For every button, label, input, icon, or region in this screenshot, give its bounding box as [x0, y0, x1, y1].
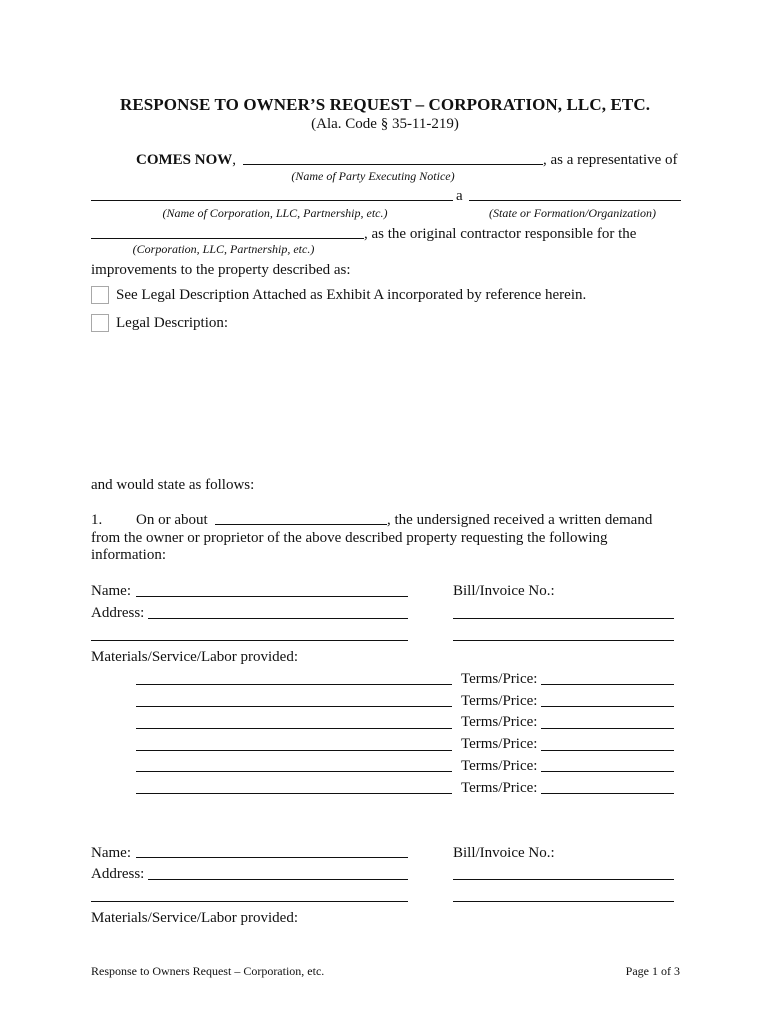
state-formation-field[interactable] — [469, 200, 681, 201]
terms-price-label: Terms/Price: — [461, 758, 538, 774]
a-text: a — [456, 188, 463, 204]
materials-field[interactable] — [136, 750, 452, 751]
party-name-caption: (Name of Party Executing Notice) — [291, 169, 455, 183]
materials-field[interactable] — [136, 793, 452, 794]
statement-line-2: from the owner or proprietor of the above described property requesting the following — [91, 530, 608, 546]
name-field[interactable] — [136, 596, 408, 597]
terms-price-label: Terms/Price: — [461, 693, 538, 709]
materials-label: Materials/Service/Labor provided: — [91, 910, 299, 926]
corporation-name-field[interactable] — [91, 200, 453, 201]
materials-field[interactable] — [136, 706, 452, 707]
state-formation-caption: (State or Formation/Organization) — [489, 206, 656, 220]
address-field-line-2[interactable] — [91, 640, 408, 641]
legal-description-label: Legal Description: — [116, 315, 229, 331]
bill-invoice-label: Bill/Invoice No.: — [453, 845, 555, 861]
bill-invoice-field[interactable] — [453, 879, 674, 880]
page-number: Page 1 of 3 — [625, 964, 680, 978]
corporation-type-field[interactable] — [91, 238, 364, 239]
terms-price-field[interactable] — [541, 706, 674, 707]
terms-price-field[interactable] — [541, 771, 674, 772]
on-or-about-text: On or about — [136, 512, 208, 528]
name-label: Name: — [91, 845, 131, 861]
legal-description-checkbox[interactable] — [91, 314, 109, 332]
received-demand-text: , the undersigned received a written demand — [387, 512, 653, 528]
bill-invoice-field[interactable] — [453, 618, 674, 619]
terms-price-field[interactable] — [541, 684, 674, 685]
as-representative-text: , as a representative of — [543, 152, 678, 168]
bill-invoice-label: Bill/Invoice No.: — [453, 583, 555, 599]
corporation-name-caption: (Name of Corporation, LLC, Partnership, etc.) — [162, 206, 388, 220]
statute-citation: (Ala. Code § 35-11-219) — [311, 116, 459, 132]
document-title: RESPONSE TO OWNER’S REQUEST – CORPORATION, LLC, ETC. — [119, 95, 651, 114]
terms-price-label: Terms/Price: — [461, 736, 538, 752]
item-number: 1. — [91, 512, 103, 528]
bill-invoice-field-line-2[interactable] — [453, 640, 674, 641]
address-field[interactable] — [148, 618, 408, 619]
materials-label: Materials/Service/Labor provided: — [91, 649, 299, 665]
footer-title: Response to Owners Request – Corporation, etc. — [91, 964, 325, 978]
materials-field[interactable] — [136, 771, 452, 772]
name-field[interactable] — [136, 857, 408, 858]
demand-date-field[interactable] — [215, 524, 387, 525]
terms-price-label: Terms/Price: — [461, 671, 538, 687]
terms-price-field[interactable] — [541, 728, 674, 729]
improvements-text: improvements to the property described as: — [91, 262, 351, 278]
address-field-line-2[interactable] — [91, 901, 408, 902]
address-label: Address: — [91, 866, 145, 882]
materials-field[interactable] — [136, 684, 452, 685]
exhibit-a-label: See Legal Description Attached as Exhibit A incorporated by reference herein. — [116, 287, 587, 303]
exhibit-a-checkbox[interactable] — [91, 286, 109, 304]
address-field[interactable] — [148, 879, 408, 880]
comes-now-text: COMES NOW, — [136, 152, 237, 168]
address-label: Address: — [91, 605, 145, 621]
party-name-field[interactable] — [243, 164, 543, 165]
statement-line-3: information: — [91, 547, 166, 563]
corporation-type-caption: (Corporation, LLC, Partnership, etc.) — [132, 242, 315, 256]
materials-field[interactable] — [136, 728, 452, 729]
terms-price-field[interactable] — [541, 793, 674, 794]
original-contractor-text: , as the original contractor responsible for the — [364, 226, 637, 242]
state-as-follows-text: and would state as follows: — [91, 477, 255, 493]
bill-invoice-field-line-2[interactable] — [453, 901, 674, 902]
terms-price-label: Terms/Price: — [461, 714, 538, 730]
name-label: Name: — [91, 583, 131, 599]
terms-price-field[interactable] — [541, 750, 674, 751]
terms-price-label: Terms/Price: — [461, 780, 538, 796]
